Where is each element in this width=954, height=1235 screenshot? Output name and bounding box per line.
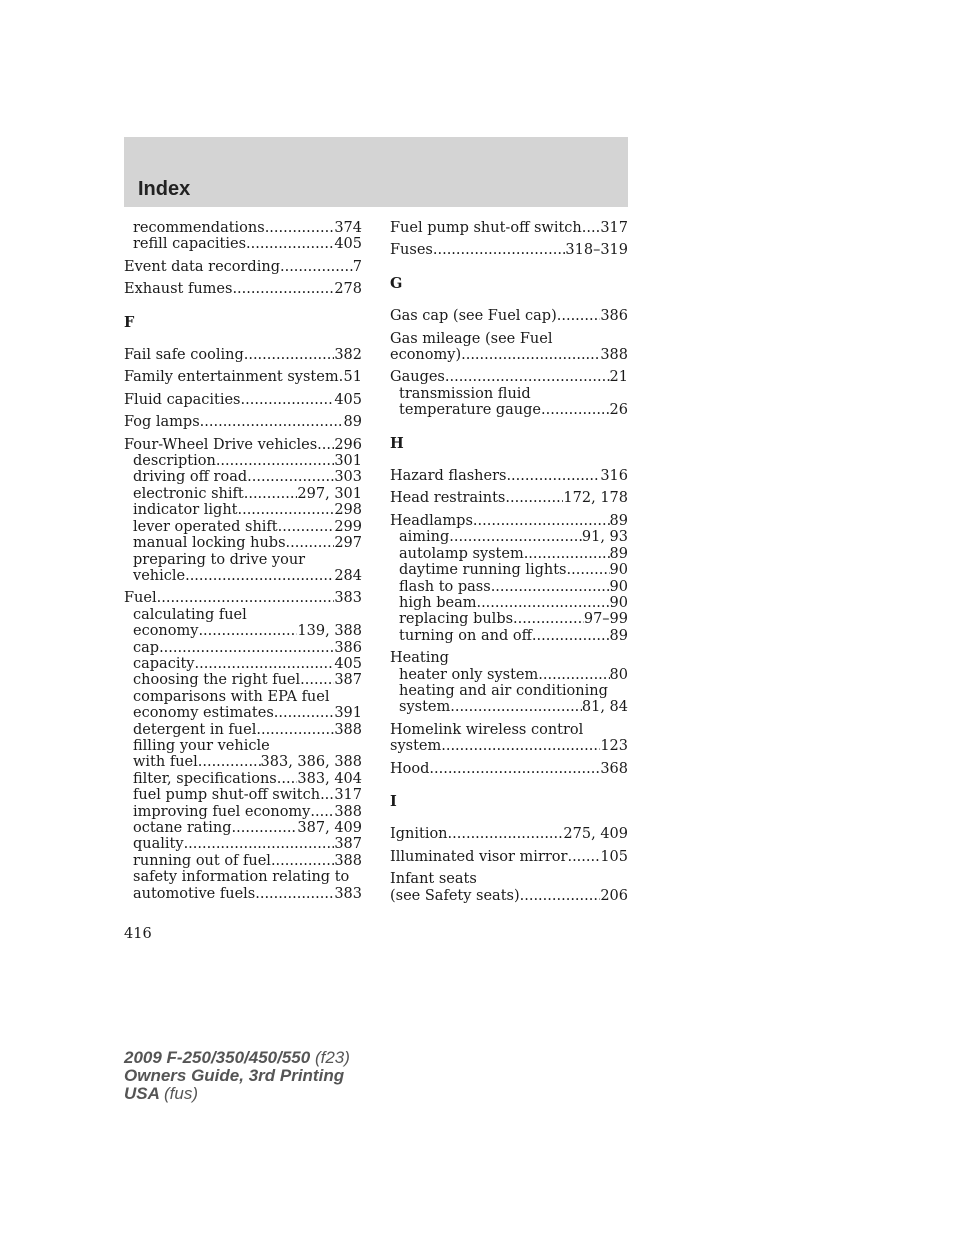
index-entry: Head restraints ..... 172, 178 bbox=[390, 490, 628, 506]
index-entry: Hazard flashers ..... 316 bbox=[390, 468, 628, 484]
footer-line-model bbox=[124, 1049, 350, 1067]
index-entry: Family entertainment system ..... 51 bbox=[124, 369, 362, 385]
index-subentry: quality ..... 387 bbox=[124, 836, 362, 852]
index-subentry: lever operated shift ..... 299 bbox=[124, 519, 362, 535]
header-band bbox=[124, 137, 628, 207]
index-subentry: filter, specifications ..... 383, 404 bbox=[124, 771, 362, 787]
index-subentry: calculating fuel bbox=[133, 606, 247, 623]
index-entry: Gas mileage (see Fuel bbox=[390, 330, 553, 347]
index-subentry: preparing to drive your bbox=[133, 551, 306, 568]
index-entry: Fluid capacities ..... 405 bbox=[124, 392, 362, 408]
index-subentry: heater only system ..... 80 bbox=[390, 667, 628, 683]
footer-line-guide: Owners Guide, 3rd Printing bbox=[124, 1066, 345, 1085]
index-entry: Fog lamps ..... 89 bbox=[124, 414, 362, 430]
index-subentry: running out of fuel ..... 388 bbox=[124, 853, 362, 869]
footer-line-market bbox=[124, 1085, 350, 1103]
index-column-left bbox=[124, 220, 362, 902]
index-subentry: vehicle ..... 284 bbox=[124, 568, 362, 584]
footer-market: USA bbox=[124, 1084, 160, 1103]
index-subentry: description ..... 301 bbox=[124, 453, 362, 469]
index-subentry: fuel pump shut-off switch ..... 317 bbox=[124, 787, 362, 803]
index-subentry: daytime running lights ..... 90 bbox=[390, 562, 628, 578]
index-entry: Fail safe cooling ..... 382 bbox=[124, 347, 362, 363]
index-entry: Infant seats bbox=[390, 871, 477, 888]
index-entry: Fuel pump shut-off switch ..... 317 bbox=[390, 220, 628, 236]
index-column-right bbox=[390, 220, 628, 904]
index-entry: Event data recording ..... 7 bbox=[124, 259, 362, 275]
index-entry: Four-Wheel Drive vehicles ..... 296 bbox=[124, 437, 362, 453]
index-entry: system ..... 123 bbox=[390, 738, 628, 754]
index-subentry: octane rating ..... 387, 409 bbox=[124, 820, 362, 836]
index-entry: Fuel ..... 383 bbox=[124, 590, 362, 606]
index-subentry: comparisons with EPA fuel bbox=[133, 688, 330, 705]
page-number: 416 bbox=[124, 926, 152, 942]
index-subentry: economy estimates ..... 391 bbox=[124, 705, 362, 721]
index-entry: Hood ..... 368 bbox=[390, 761, 628, 777]
index-entry: Fuses ..... 318–319 bbox=[390, 242, 628, 258]
index-subentry: temperature gauge ..... 26 bbox=[390, 402, 628, 418]
index-subentry: cap ..... 386 bbox=[124, 640, 362, 656]
index-entry: Heating bbox=[390, 650, 449, 667]
index-subentry: automotive fuels ..... 383 bbox=[124, 886, 362, 902]
section-heading-f: F bbox=[124, 313, 135, 331]
footer-imprint bbox=[124, 1049, 350, 1103]
index-subentry: safety information relating to bbox=[133, 869, 350, 886]
index-subentry: capacity ..... 405 bbox=[124, 656, 362, 672]
section-heading-h: H bbox=[390, 434, 404, 452]
index-subentry: aiming ..... 91, 93 bbox=[390, 529, 628, 545]
index-subentry: flash to pass ..... 90 bbox=[390, 579, 628, 595]
index-entry: (see Safety seats) ..... 206 bbox=[390, 888, 628, 904]
index-subentry: system ..... 81, 84 bbox=[390, 699, 628, 715]
index-subentry: improving fuel economy ..... 388 bbox=[124, 804, 362, 820]
footer-model-code: (f23) bbox=[314, 1048, 350, 1067]
index-subentry: transmission fluid bbox=[399, 385, 531, 402]
index-subentry: replacing bulbs ..... 97–99 bbox=[390, 611, 628, 627]
index-entry: recommendations ..... 374 bbox=[124, 220, 362, 236]
index-entry: Ignition ..... 275, 409 bbox=[390, 826, 628, 842]
index-subentry: electronic shift ..... 297, 301 bbox=[124, 486, 362, 502]
index-entry: Headlamps ..... 89 bbox=[390, 513, 628, 529]
footer-market-code: (fus) bbox=[164, 1084, 198, 1103]
index-entry: economy) ..... 388 bbox=[390, 347, 628, 363]
index-subentry: high beam ..... 90 bbox=[390, 595, 628, 611]
index-subentry: manual locking hubs ..... 297 bbox=[124, 535, 362, 551]
index-entry: Homelink wireless control bbox=[390, 721, 584, 738]
index-subentry: economy ..... 139, 388 bbox=[124, 623, 362, 639]
index-subentry: turning on and off ..... 89 bbox=[390, 628, 628, 644]
section-heading-g: G bbox=[390, 274, 403, 292]
index-subentry: autolamp system ..... 89 bbox=[390, 546, 628, 562]
page-title: Index bbox=[138, 178, 191, 200]
section-heading-i: I bbox=[390, 792, 397, 810]
index-subentry: filling your vehicle bbox=[133, 737, 270, 754]
index-entry: Illuminated visor mirror ..... 105 bbox=[390, 849, 628, 865]
index-entry: Gauges ..... 21 bbox=[390, 369, 628, 385]
index-subentry: choosing the right fuel ..... 387 bbox=[124, 672, 362, 688]
index-subentry: detergent in fuel ..... 388 bbox=[124, 722, 362, 738]
footer-model: 2009 F-250/350/450/550 bbox=[124, 1048, 311, 1067]
index-subentry: with fuel ..... 383, 386, 388 bbox=[124, 754, 362, 770]
index-subentry: heating and air conditioning bbox=[399, 682, 608, 699]
index-entry: refill capacities ..... 405 bbox=[124, 236, 362, 252]
index-entry: Gas cap (see Fuel cap) ..... 386 bbox=[390, 308, 628, 324]
index-subentry: driving off road ..... 303 bbox=[124, 469, 362, 485]
index-subentry: indicator light ..... 298 bbox=[124, 502, 362, 518]
index-entry: Exhaust fumes ..... 278 bbox=[124, 281, 362, 297]
